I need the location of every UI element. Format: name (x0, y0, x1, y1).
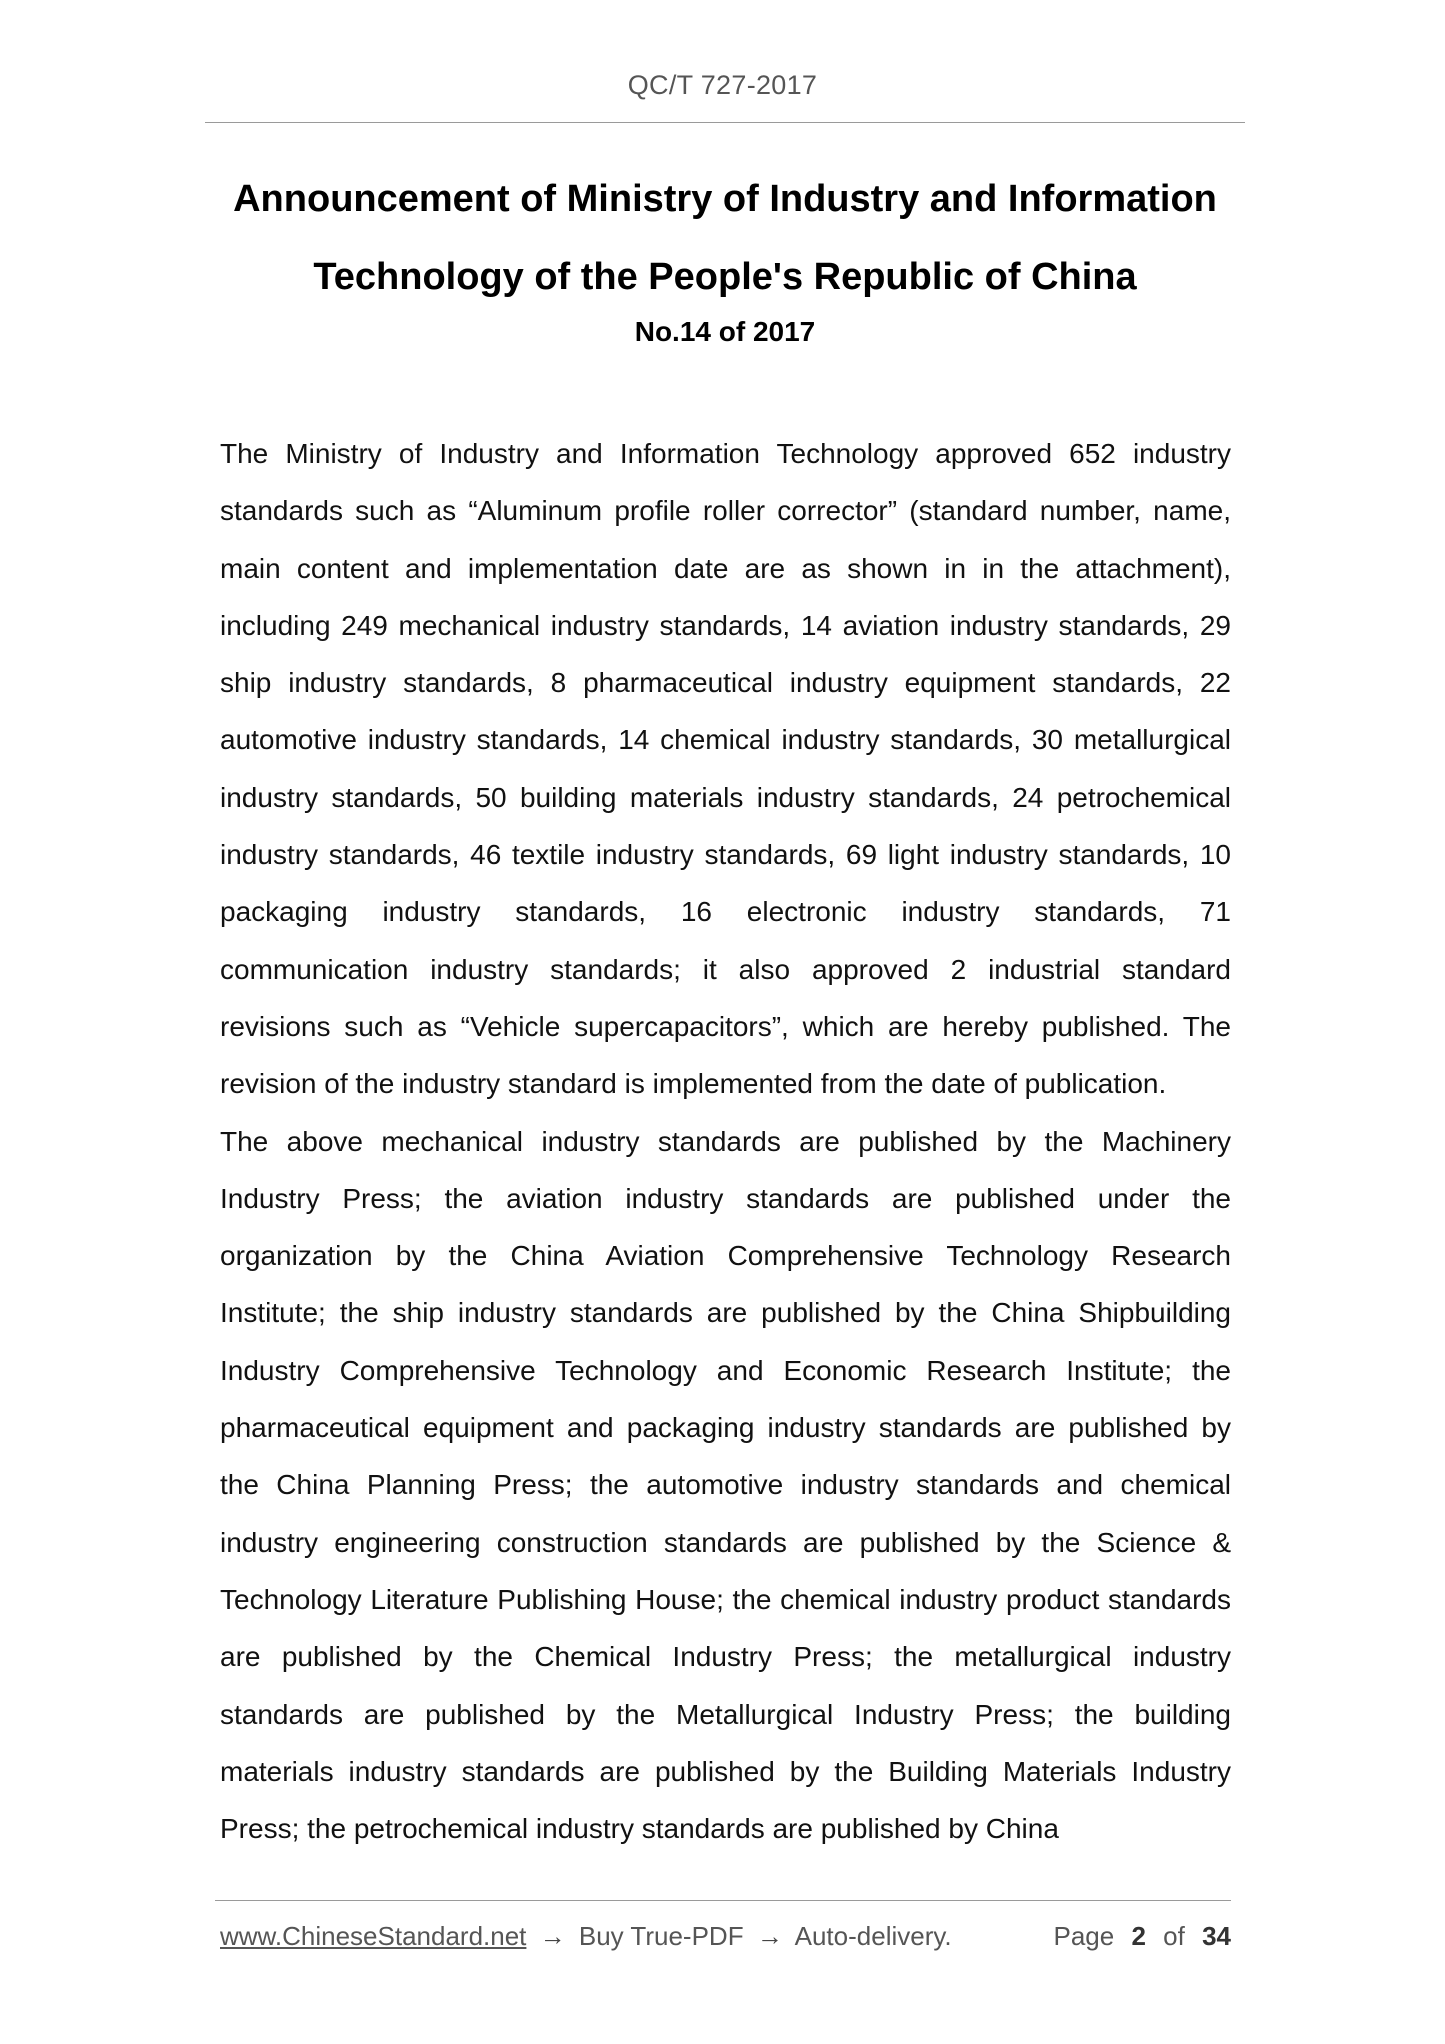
page-indicator (1053, 1921, 1231, 1952)
auto-delivery-text: Auto-delivery. (794, 1921, 952, 1951)
header-divider (205, 122, 1245, 123)
announcement-title (205, 160, 1245, 316)
website-link[interactable]: www.ChineseStandard.net (220, 1921, 527, 1951)
announcement-body (220, 425, 1231, 1857)
arrow-right-icon: → (539, 1921, 566, 1951)
body-paragraph-1: The Ministry of Industry and Information Technology approved 652 industry standards such as “Aluminum profile roller corrector” (standard number, name, main content and implementation date are as shown in in the attachment), including 249 mechanical industry standards, 14 aviation industry standards, 29 ship industry standards, 8 pharmaceutical industry equipment standards, 22 automotive industry standards, 14 chemical industry standards, 30 metallurgical industry standards, 50 building materials industry standards, 24 petrochemical industry standards, 46 textile industry standards, 69 light industry standards, 10 packaging industry standards, 16 electronic industry standards, 71 communication industry standards; it also approved 2 industrial standard revisions such as “Vehicle supercapacitors”, which are hereby published. The revision of the industry standard is implemented from the date of publication. (220, 438, 1231, 1100)
announcement-number: No.14 of 2017 (634, 316, 816, 347)
arrow-right-icon: → (756, 1921, 783, 1951)
footer-divider (215, 1900, 1231, 1901)
buy-pdf-text: Buy True-PDF (578, 1921, 744, 1951)
title-line-1: Announcement of Ministry of Industry and Information (233, 178, 1217, 220)
page-total: 34 (1202, 1921, 1231, 1951)
footer-promo (220, 1921, 952, 1952)
page-current: 2 (1131, 1921, 1146, 1951)
running-header: QC/T 727-2017 (627, 70, 818, 100)
page-of-label: of (1163, 1921, 1185, 1951)
page-label: Page (1053, 1921, 1115, 1951)
title-line-2: Technology of the People's Republic of China (313, 256, 1137, 298)
body-paragraph-2: The above mechanical industry standards are published by the Machinery Industry Press; the aviation industry standards are published under the organization by the China Aviation Comprehensive Technology Research Institute; the ship industry standards are published by the China Shipbuilding Industry Comprehensive Technology and Economic Research Institute; the pharmaceutical equipment and packaging industry standards are published by the China Planning Press; the automotive industry standards and chemical industry engineering construction standards are published by the Science & Technology Literature Publishing House; the chemical industry product standards are published by the Chemical Industry Press; the metallurgical industry standards are published by the Metallurgical Industry Press; the building materials industry standards are published by the Building Materials Industry Press; the petrochemical industry standards are published by China (220, 1125, 1231, 1845)
